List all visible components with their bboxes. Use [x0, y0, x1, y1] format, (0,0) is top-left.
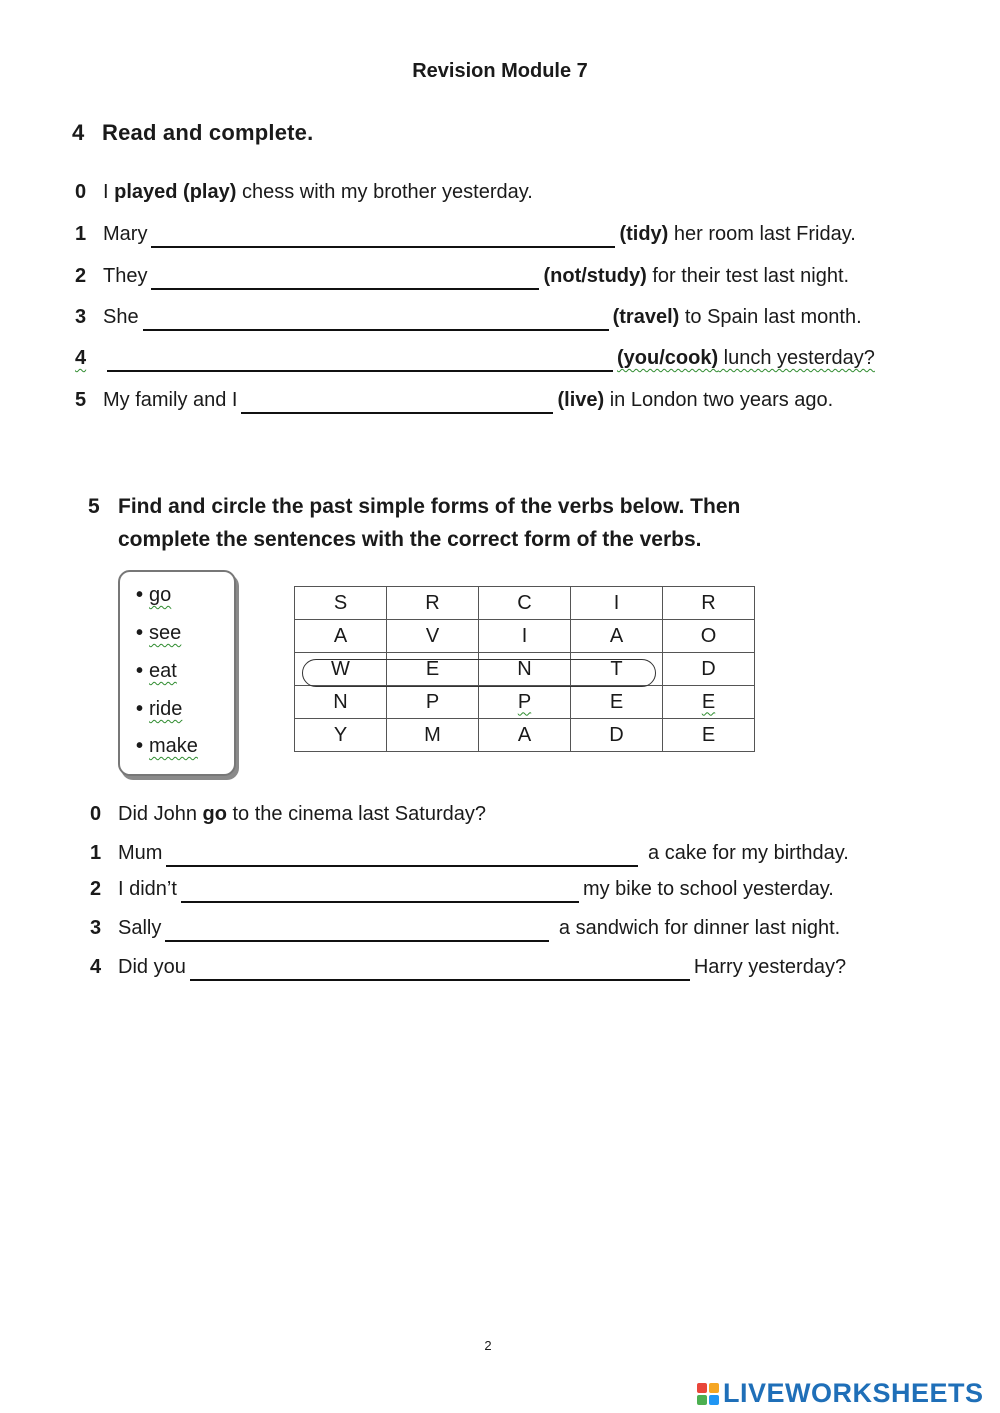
- item-text: chess with my brother yesterday.: [236, 181, 533, 203]
- logo-block: [697, 1383, 707, 1393]
- page-title: Revision Module 7: [412, 60, 588, 82]
- exercise-title: Read and complete.: [102, 120, 314, 145]
- grid-cell[interactable]: A: [295, 620, 387, 653]
- example-answer: go: [202, 803, 227, 825]
- verb-word-box: [118, 570, 236, 776]
- grid-row: [295, 719, 755, 752]
- word-item: • go: [136, 584, 172, 606]
- item-number: 2: [90, 878, 102, 900]
- answer-blank[interactable]: [143, 307, 609, 331]
- word: make: [149, 735, 198, 757]
- word: go: [149, 584, 172, 606]
- word: see: [149, 622, 182, 644]
- logo-icon: [697, 1383, 719, 1405]
- grid-row: [295, 686, 755, 719]
- verb-hint: (not/study): [543, 265, 647, 287]
- item-number: 1: [75, 223, 87, 245]
- answer-blank[interactable]: [107, 348, 613, 372]
- exercise-5-heading: [88, 490, 848, 556]
- item-text: her room last Friday.: [668, 223, 856, 245]
- item-number: 0: [75, 181, 87, 203]
- word-item: • make: [136, 735, 198, 757]
- item-number: 2: [75, 265, 87, 287]
- logo-block: [709, 1395, 719, 1405]
- item-text: a sandwich for dinner last night.: [553, 917, 841, 939]
- grid-cell[interactable]: C: [479, 587, 571, 620]
- exercise-4-item-4: [75, 344, 875, 372]
- grid-cell[interactable]: E: [571, 686, 663, 719]
- answer-blank[interactable]: [151, 266, 539, 290]
- item-text: for their test last night.: [646, 265, 850, 287]
- item-number: 3: [90, 917, 102, 939]
- exercise-4-heading: [72, 120, 313, 146]
- item-text: Did John: [118, 803, 203, 825]
- exercise-5-item-2: [90, 875, 834, 903]
- grid-cell[interactable]: E: [387, 653, 479, 686]
- grid-letter: P: [517, 690, 532, 713]
- item-text: I didn’t: [118, 878, 177, 900]
- grid-letter: E: [701, 690, 716, 713]
- grid-cell[interactable]: N: [295, 686, 387, 719]
- item-text: in London two years ago.: [604, 389, 834, 411]
- exercise-number: 4: [72, 120, 85, 145]
- liveworksheets-logo: [697, 1378, 984, 1409]
- word-item: • ride: [136, 698, 183, 720]
- grid-cell[interactable]: I: [479, 620, 571, 653]
- grid-cell[interactable]: [663, 686, 755, 719]
- grid-cell[interactable]: D: [571, 719, 663, 752]
- grid-cell[interactable]: A: [571, 620, 663, 653]
- grid-cell[interactable]: W: [295, 653, 387, 686]
- verb-hint: (you/cook): [617, 347, 719, 369]
- exercise-title-line2: complete the sentences with the correct form of the verbs.: [118, 528, 702, 551]
- grid-cell[interactable]: O: [663, 620, 755, 653]
- exercise-5-item-3: [90, 914, 840, 942]
- grid-cell[interactable]: Y: [295, 719, 387, 752]
- item-text: my bike to school yesterday.: [582, 878, 834, 900]
- page-number: 2: [484, 1338, 492, 1353]
- item-text: a cake for my birthday.: [642, 842, 849, 864]
- grid-cell[interactable]: E: [663, 719, 755, 752]
- logo-block: [697, 1395, 707, 1405]
- answer-blank[interactable]: [190, 957, 690, 981]
- exercise-4-item-1: [75, 220, 856, 248]
- grid-cell[interactable]: I: [571, 587, 663, 620]
- exercise-number: 5: [88, 495, 100, 518]
- exercise-4-item-2: [75, 262, 849, 290]
- item-text: My family and I: [103, 389, 238, 411]
- answer-blank[interactable]: [166, 843, 638, 867]
- logo-text: LIVEWORKSHEETS: [723, 1378, 984, 1408]
- item-text: Mary: [103, 223, 148, 245]
- exercise-4-item-3: [75, 303, 862, 331]
- grid-cell[interactable]: M: [387, 719, 479, 752]
- exercise-title: Find and circle the past simple forms of the verbs below. Then: [118, 495, 741, 518]
- answer-blank[interactable]: [181, 879, 579, 903]
- word-item: • see: [136, 622, 182, 644]
- verb-hint: (tidy): [619, 223, 669, 245]
- item-text: Harry yesterday?: [693, 956, 847, 978]
- item-text: lunch yesterday?: [718, 347, 875, 369]
- item-number: 1: [90, 842, 102, 864]
- exercise-5-item-4: [90, 953, 846, 981]
- word: eat: [149, 660, 177, 682]
- grid-cell[interactable]: V: [387, 620, 479, 653]
- item-text: Mum: [118, 842, 163, 864]
- grid-cell[interactable]: [479, 686, 571, 719]
- exercise-5-item-0: [90, 800, 486, 828]
- exercise-4-item-5: [75, 386, 833, 414]
- item-text: to the cinema last Saturday?: [226, 803, 486, 825]
- grid-cell[interactable]: P: [387, 686, 479, 719]
- answer-blank[interactable]: [151, 224, 615, 248]
- verb-hint: (travel): [612, 306, 680, 328]
- exercise-4-item-0: [75, 178, 533, 206]
- exercise-5-item-1: [90, 839, 849, 867]
- grid-cell[interactable]: R: [663, 587, 755, 620]
- answer-blank[interactable]: [241, 390, 553, 414]
- item-text: I: [103, 181, 115, 203]
- example-answer: played (play): [114, 181, 237, 203]
- item-text: She: [103, 306, 139, 328]
- logo-block: [709, 1383, 719, 1393]
- item-number: 0: [90, 803, 102, 825]
- grid-cell[interactable]: S: [295, 587, 387, 620]
- verb-hint: (live): [557, 389, 605, 411]
- example-circle: [302, 659, 656, 687]
- item-text: to Spain last month.: [679, 306, 862, 328]
- grid-cell[interactable]: A: [479, 719, 571, 752]
- item-number: 4: [90, 956, 102, 978]
- grid-row: [295, 587, 755, 620]
- grid-cell[interactable]: D: [663, 653, 755, 686]
- item-text: Did you: [118, 956, 186, 978]
- grid-cell[interactable]: R: [387, 587, 479, 620]
- item-number: 5: [75, 389, 87, 411]
- item-number: 4: [75, 347, 87, 369]
- item-number: 3: [75, 306, 87, 328]
- grid-cell[interactable]: T: [571, 653, 663, 686]
- item-text: Sally: [118, 917, 162, 939]
- word: ride: [149, 698, 183, 720]
- grid-row: [295, 620, 755, 653]
- word-item: • eat: [136, 660, 177, 682]
- item-text: They: [103, 265, 148, 287]
- grid-cell[interactable]: N: [479, 653, 571, 686]
- answer-blank[interactable]: [165, 918, 549, 942]
